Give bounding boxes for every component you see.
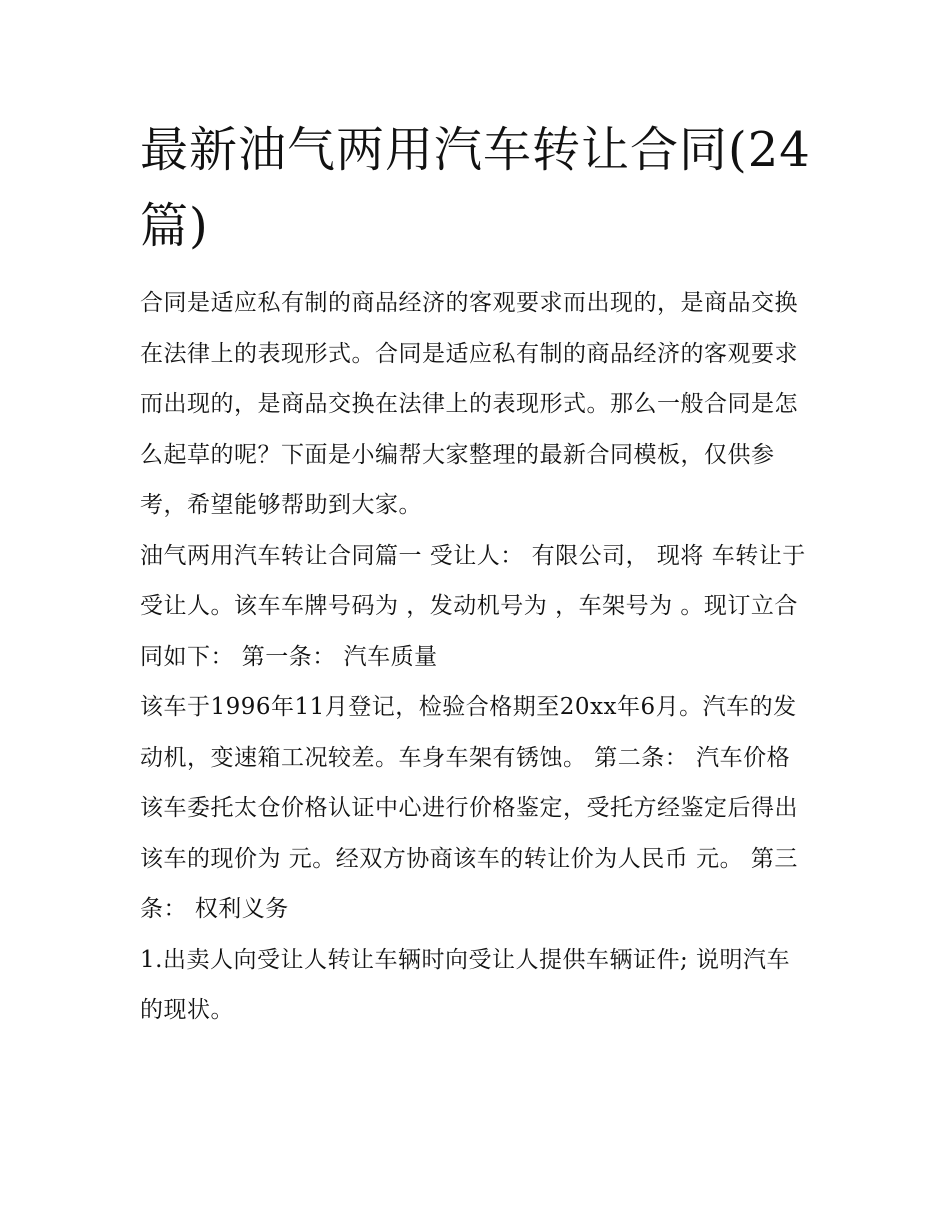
vehicle-price-paragraph: 该车委托太仓价格认证中心进行价格鉴定，受托方经鉴定后得出该车的现价为 元。经双方协商该车的转让价为人民币 元。 第三条： 权利义务: [140, 795, 798, 922]
vehicle-quality-paragraph: 该车于1996年11月登记，检验合格期至20xx年6月。汽车的发动机，变速箱工况较差。车身车架有锈蚀。 第二条： 汽车价格: [140, 694, 797, 771]
intro-paragraph: 合同是适应私有制的商品经济的客观要求而出现的，是商品交换在法律上的表现形式。合同是适应私有制的商品经济的客观要求而出现的，是商品交换在法律上的表现形式。那么一般合同是怎么起草的呢？下面是小编帮大家整理的最新合同模板，仅供参考，希望能够帮助到大家。: [140, 290, 798, 518]
document-page: [140, 112, 812, 1036]
contract-opening-paragraph: 油气两用汽车转让合同篇一 受让人： 有限公司， 现将 车转让于 受让人。该车车牌号码为 ，发动机号为 ，车架号为 。现订立合同如下： 第一条： 汽车质量: [140, 542, 806, 670]
document-title: 最新油气两用汽车转让合同(24篇): [140, 122, 811, 254]
rights-obligations-paragraph: 1.出卖人向受让人转让车辆时向受让人提供车辆证件; 说明汽车的现状。: [140, 946, 791, 1023]
